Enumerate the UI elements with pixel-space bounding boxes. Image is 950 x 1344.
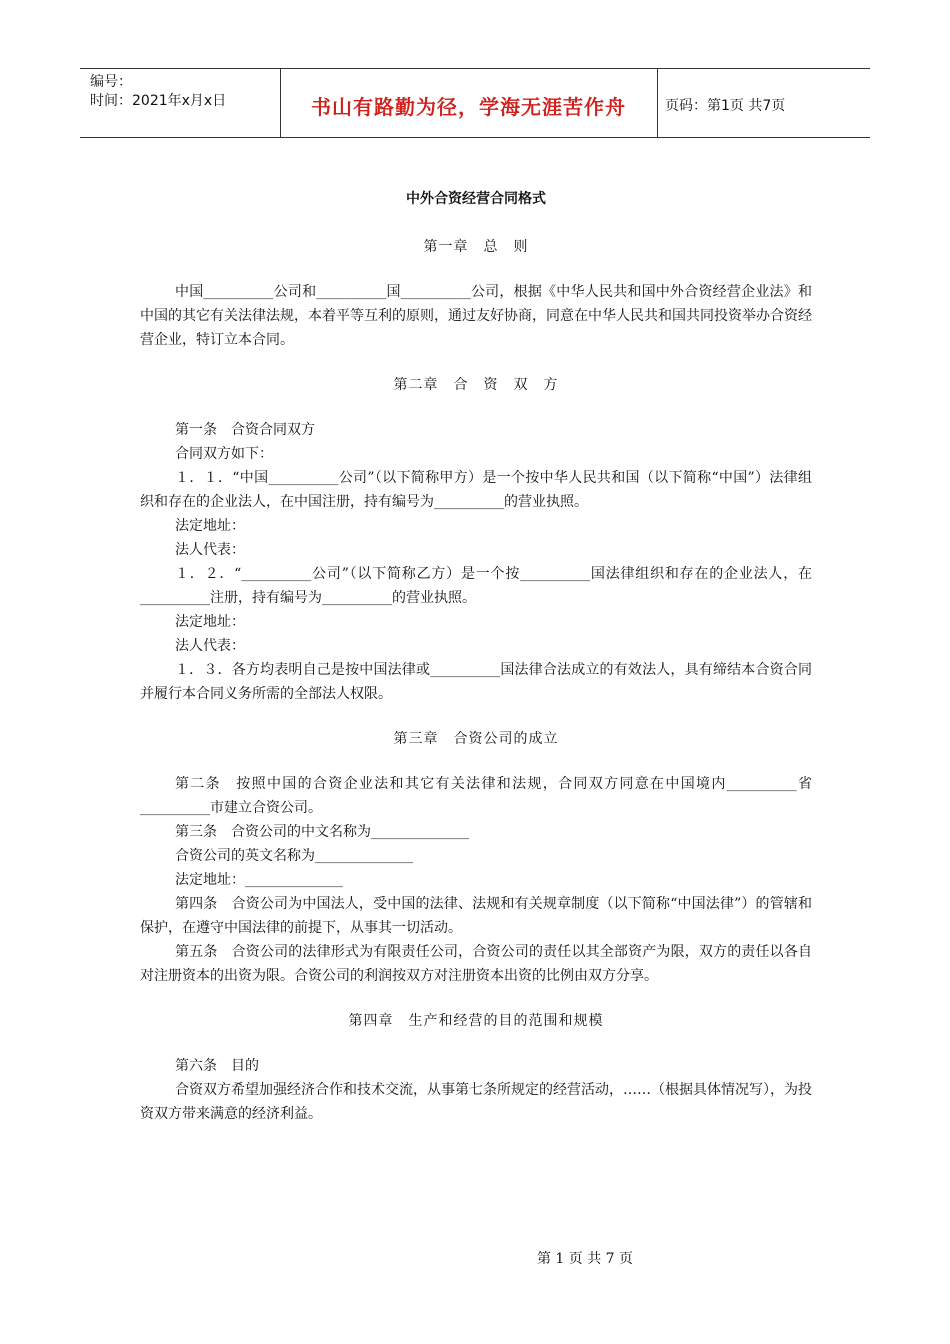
paragraph: 合资公司的英文名称为______________ (175, 848, 413, 864)
header-motto: 书山有路勤为径，学海无涯苦作舟 (311, 95, 626, 119)
article: 第三条 合资公司的中文名称为______________ (175, 824, 469, 840)
article-heading: 第一条 合资合同双方 (175, 422, 315, 438)
chapter-heading: 第三章 合资公司的成立 (393, 731, 559, 747)
article: 第二条 按照中国的合资企业法和其它有关法律和法规，合同双方同意在中国境内__________省__________市建立合资公司。 (140, 776, 812, 816)
document-number: 编号： (90, 74, 132, 90)
clause: １．２．“__________公司”（以下简称乙方）是一个按__________国法律组织和存在的企业法人，在__________注册，持有编号为__________的营业执照。 (140, 566, 812, 606)
document-title: 中外合资经营合同格式 (406, 191, 546, 207)
document-date: 时间：2021年x月x日 (90, 93, 227, 109)
article-heading: 第六条 目的 (175, 1058, 259, 1074)
paragraph: 法定地址：______________ (175, 872, 343, 888)
article: 第四条 合资公司为中国法人，受中国的法律、法规和有关规章制度（以下简称“中国法律”）的管辖和保护，在遵守中国法律的前提下，从事其一切活动。 (140, 896, 812, 936)
page-header (80, 68, 870, 138)
document-body (140, 180, 812, 1126)
paragraph: 中国__________公司和__________国__________公司，根据《中华人民共和国中外合资经营企业法》和中国的其它有关法律法规，本着平等互利的原则，通过友好协商，同意在中华人民共和国共同投资举办合资经营企业，特订立本合同。 (140, 284, 812, 348)
chapter-heading: 第一章 总 则 (423, 239, 529, 255)
header-divider (280, 69, 281, 137)
paragraph: 合资双方希望加强经济合作和技术交流，从事第七条所规定的经营活动，……（根据具体情况写），为投资双方带来满意的经济利益。 (140, 1082, 812, 1122)
clause: １．１．“中国__________公司”（以下简称甲方）是一个按中华人民共和国（以下简称“中国”）法律组织和存在的企业法人，在中国注册，持有编号为__________的营业执照。 (140, 470, 812, 510)
field-label: 法定地址： (175, 518, 245, 534)
field-label: 法定地址： (175, 614, 245, 630)
paragraph: 合同双方如下： (175, 446, 273, 462)
header-page-number: 页码：第1页 共7页 (665, 98, 786, 114)
page-footer (0, 1248, 950, 1268)
footer-page-number: 第 1 页 共 7 页 (536, 1251, 634, 1267)
field-label: 法人代表： (175, 638, 245, 654)
header-divider (657, 69, 658, 137)
field-label: 法人代表： (175, 542, 245, 558)
chapter-heading: 第二章 合 资 双 方 (393, 377, 559, 393)
clause: １．３．各方均表明自己是按中国法律或__________国法律合法成立的有效法人，具有缔结本合资合同并履行本合同义务所需的全部法人权限。 (140, 662, 812, 702)
chapter-heading: 第四章 生产和经营的目的范围和规模 (348, 1013, 604, 1029)
article: 第五条 合资公司的法律形式为有限责任公司，合资公司的责任以其全部资产为限，双方的责任以各自对注册资本的出资为限。合资公司的利润按双方对注册资本出资的比例由双方分享。 (140, 944, 812, 984)
header-meta (90, 73, 226, 111)
